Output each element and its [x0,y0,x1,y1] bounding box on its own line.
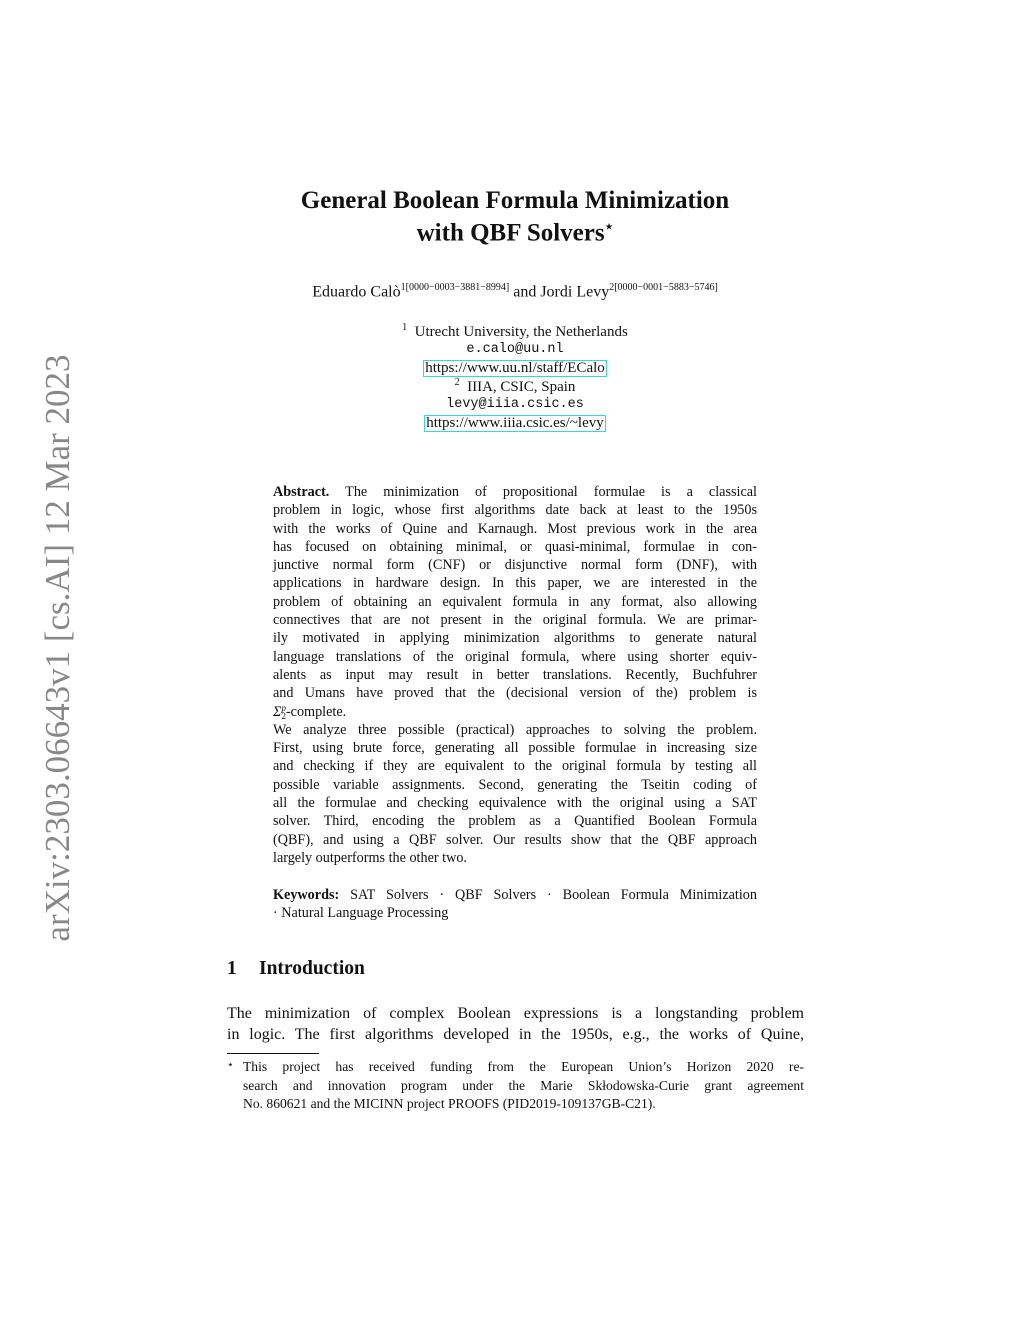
paper-title-line-2: with QBF Solvers⋆ [416,219,614,247]
affiliation-2-name: IIIA, CSIC, Spain [467,379,576,395]
affiliation-1-url-link[interactable]: https://www.uu.nl/staff/ECalo [425,360,605,376]
title-footnote-mark: ⋆ [604,220,614,235]
abstract: Abstract. The minimization of propositional formulae is a classical problem in logic, whose first algorithms date back at least to the 1950s with the works of Quine and Karnaugh. Most previous work in the area has focused on obtaining minimal, or quasi-minimal, formulae in con- junctive normal form (CNF) or disjunctive normal form (DNF), with applications in hardware design. In this paper, we are interested in the problem of obtaining an equivalent formula in any format, also allowing connectives that are not present in the original formula. We are primar- ily motivated in applying minimization algorithms to generate natural language translations of the original formula, where using shorter equiv- alents as input may result in better translations. Recently, Buchfuhrer and Umans have proved that the (decisional version of the) problem is Σ p 2 -complete. We analyze three possible (practical) approaches to solving the problem. First, using brute force, generating all possible formulae in increasing size and checking if they are equivalent to the original formula by testing all possible variable assignments. Second, generating the Tseitin coding of all the formulae and checking equivalence with the original using a SAT solver. Third, encoding the problem as a Quantified Boolean Formula (QBF), and using a QBF solver. Our results show that the QBF approach largely outperforms the other two. [273,484,757,866]
author-2-orcid: 2[0000−0001−5883−5746] [609,282,718,293]
section-title: Introduction [259,958,365,979]
keywords: Keywords: SAT Solvers · QBF Solvers · Boolean Formula Minimization · Natural Language Processing [273,887,757,922]
author-1-name: Eduardo Calò [312,283,401,301]
affiliation-1-name: Utrecht University, the Netherlands [414,324,628,340]
intro-paragraph: The minimization of complex Boolean expressions is a longstanding problem in logic. The first algorithms developed in the 1950s, e.g., the works of Quine, [227,1005,804,1043]
author-list: Eduardo Calò$^{1[0000-0003-3881-8994]}$ and Jordi Levy$^{2[0000-0001-5883-5746]}$ [312,282,718,301]
arxiv-sidebar-stamp [36,354,80,942]
keywords-label: Keywords: [273,887,340,903]
affiliation-2-email[interactable]: levy@iiia.csic.es [446,397,584,412]
affiliation-1-email[interactable]: e.calo@uu.nl [466,342,564,357]
affiliation-2: $^2$ IIIA, CSIC, Spain levy@iiia.csic.es https://www.iiia.csic.es/~levy [300,374,730,432]
arxiv-identifier: arXiv:2303.06643v1 [cs.AI] 12 Mar 2023 [38,354,77,942]
author-1-orcid: 1[0000−0003−3881−8994] [400,282,510,293]
affiliation-1: $^1$ Utrecht University, the Netherlands e.calo@uu.nl https://www.uu.nl/staff/ECalo [300,319,730,377]
complexity-class-line: Σ p 2 -complete. [273,703,347,722]
author-2-name: Jordi Levy [540,283,610,301]
section-number: 1 [227,958,237,979]
footnote-mark: ⋆ [227,1059,234,1071]
section-heading-introduction [227,958,365,980]
affiliation-2-url-link[interactable]: https://www.iiia.csic.es/~levy [426,415,604,431]
abstract-label: Abstract. [273,484,330,500]
paper-title-line-1: General Boolean Formula Minimization [300,187,730,214]
footnote-rule [227,1053,319,1054]
footnote: ⋆ This project has received funding from the European Union’s Horizon 2020 re- search and innovation program under the Marie Skłodowska-Curie grant agreement No. 860621 and the MICINN project PROOFS (PID2019-109137GB-C21). [227,1058,804,1114]
